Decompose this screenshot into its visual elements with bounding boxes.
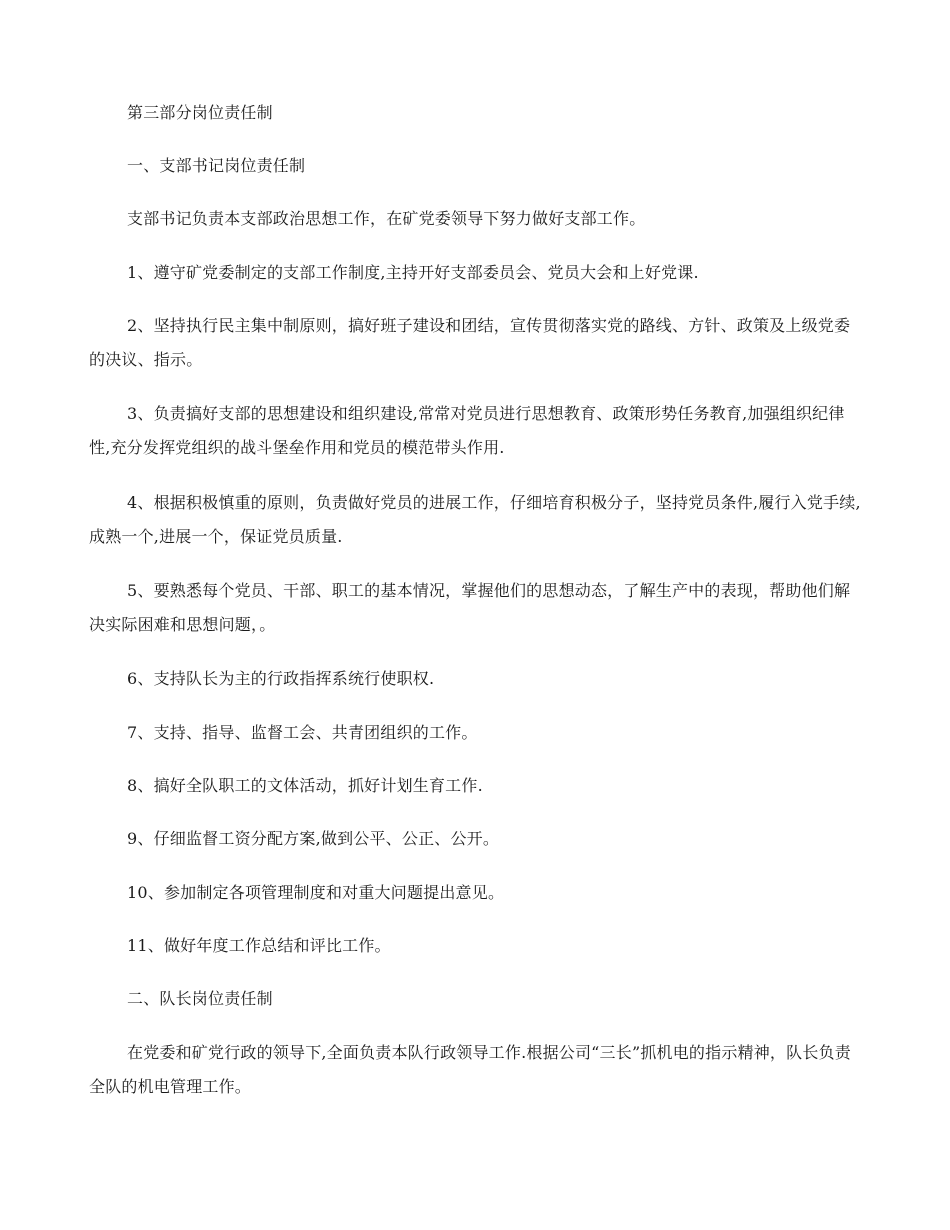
intro-paragraph: 支部书记负责本支部政治思想工作，在矿党委领导下努力做好支部工作。 (127, 209, 646, 228)
list-item: 3、负责搞好支部的思想建设和组织建设,常常对党员进行思想教育、政策形势任务教育,加强组织纪律性,充分发挥党组织的战斗堡垒作用和党员的模范带头作用. (89, 404, 845, 457)
list-item: 10、参加制定各项管理制度和对重大问题提出意见。 (127, 883, 505, 902)
subsection-heading: 一、支部书记岗位责任制 (127, 156, 306, 175)
list-item: 9、仔细监督工资分配方案,做到公平、公正、公开。 (127, 829, 500, 848)
list-item: 1、遵守矿党委制定的支部工作制度,主持开好支部委员会、党员大会和上好党课. (127, 263, 699, 282)
list-item: 7、支持、指导、监督工会、共青团组织的工作。 (127, 723, 478, 742)
list-item: 8、搞好全队职工的文体活动，抓好计划生育工作. (127, 776, 483, 795)
list-item: 4、根据积极慎重的原则，负责做好党员的进展工作，仔细培育积极分子，坚持党员条件,履行入党手续,成熟一个,进展一个，保证党员质量. (89, 493, 861, 546)
list-item: 11、做好年度工作总结和评比工作。 (127, 936, 391, 955)
subsection-heading: 二、队长岗位责任制 (127, 989, 273, 1008)
list-item: 6、支持队长为主的行政指挥系统行使职权. (127, 669, 435, 688)
list-item: 5、要熟悉每个党员、干部、职工的基本情况，掌握他们的思想动态，了解生产中的表现，帮助他们解决实际困难和思想问题，。 (89, 581, 851, 634)
body-paragraph: 在党委和矿党行政的领导下,全面负责本队行政领导工作.根据公司“三长”抓机电的指示精神，队长负责全队的机电管理工作。 (89, 1043, 851, 1096)
section-title: 第三部分岗位责任制 (127, 103, 273, 122)
list-item: 2、坚持执行民主集中制原则，搞好班子建设和团结，宣传贯彻落实党的路线、方针、政策及上级党委的决议、指示。 (89, 316, 851, 369)
